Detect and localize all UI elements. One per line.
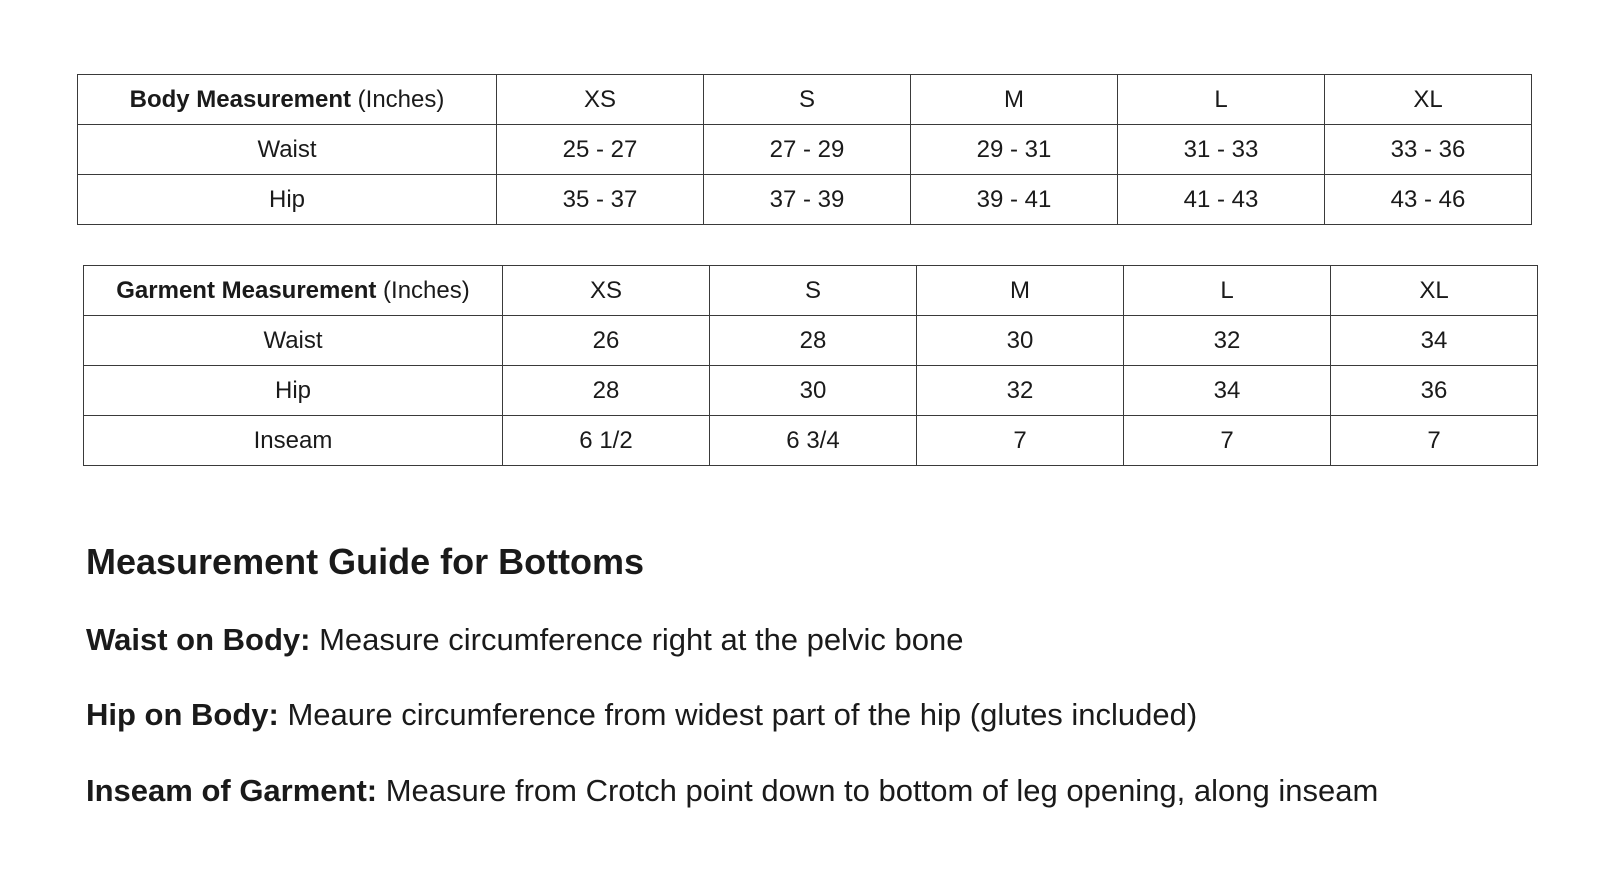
header-label-unit: (Inches) — [376, 276, 470, 304]
table-cell: 34 — [1331, 316, 1538, 366]
size-header-s: S — [704, 75, 911, 125]
table-cell: 35 - 37 — [497, 175, 704, 225]
table-cell: 32 — [917, 366, 1124, 416]
size-header-xl: XL — [1325, 75, 1532, 125]
size-header-xl: XL — [1331, 266, 1538, 316]
table-cell: 28 — [710, 316, 917, 366]
table-cell: 7 — [917, 416, 1124, 466]
size-header-xs: XS — [497, 75, 704, 125]
row-label: Inseam — [84, 416, 503, 466]
table-header-row — [78, 75, 1532, 125]
table-cell: 31 - 33 — [1118, 125, 1325, 175]
table-header-label — [78, 75, 497, 125]
table-cell: 41 - 43 — [1118, 175, 1325, 225]
size-header-xs: XS — [503, 266, 710, 316]
table-cell: 6 1/2 — [503, 416, 710, 466]
header-label-bold: Body Measurement — [129, 85, 351, 113]
guide-term: Inseam of Garment: — [86, 773, 378, 808]
table-cell: 29 - 31 — [911, 125, 1118, 175]
table-row — [78, 175, 1532, 225]
guide-item-waist — [86, 620, 964, 660]
guide-term: Hip on Body: — [86, 697, 279, 732]
table-cell: 6 3/4 — [710, 416, 917, 466]
table-header-label — [84, 266, 503, 316]
table-cell: 28 — [503, 366, 710, 416]
header-label-unit: (Inches) — [351, 85, 445, 113]
table-cell: 30 — [917, 316, 1124, 366]
table-cell: 43 - 46 — [1325, 175, 1532, 225]
size-header-m: M — [917, 266, 1124, 316]
table-cell: 32 — [1124, 316, 1331, 366]
garment-measurement-table — [83, 265, 1538, 466]
table-row — [78, 125, 1532, 175]
table-cell: 37 - 39 — [704, 175, 911, 225]
size-header-m: M — [911, 75, 1118, 125]
row-label: Hip — [78, 175, 497, 225]
table-cell: 39 - 41 — [911, 175, 1118, 225]
guide-description: Measure from Crotch point down to bottom of leg opening, along inseam — [377, 773, 1379, 808]
guide-item-hip — [86, 695, 1197, 735]
table-cell: 26 — [503, 316, 710, 366]
guide-description: Measure circumference right at the pelvic bone — [310, 622, 964, 657]
size-header-l: L — [1118, 75, 1325, 125]
guide-item-inseam — [86, 771, 1378, 811]
table-cell: 36 — [1331, 366, 1538, 416]
row-label: Waist — [84, 316, 503, 366]
table-header-row — [84, 266, 1538, 316]
table-row — [84, 316, 1538, 366]
table-cell: 33 - 36 — [1325, 125, 1532, 175]
header-label-bold: Garment Measurement — [116, 276, 377, 304]
size-header-l: L — [1124, 266, 1331, 316]
guide-term: Waist on Body: — [86, 622, 311, 657]
table-cell: 7 — [1124, 416, 1331, 466]
row-label: Hip — [84, 366, 503, 416]
table-cell: 30 — [710, 366, 917, 416]
size-header-s: S — [710, 266, 917, 316]
table-cell: 34 — [1124, 366, 1331, 416]
table-row — [84, 366, 1538, 416]
row-label: Waist — [78, 125, 497, 175]
guide-description: Meaure circumference from widest part of the hip (glutes included) — [278, 697, 1198, 732]
guide-title: Measurement Guide for Bottoms — [86, 541, 645, 582]
table-row — [84, 416, 1538, 466]
table-cell: 27 - 29 — [704, 125, 911, 175]
table-cell: 25 - 27 — [497, 125, 704, 175]
table-cell: 7 — [1331, 416, 1538, 466]
body-measurement-table — [77, 74, 1532, 225]
